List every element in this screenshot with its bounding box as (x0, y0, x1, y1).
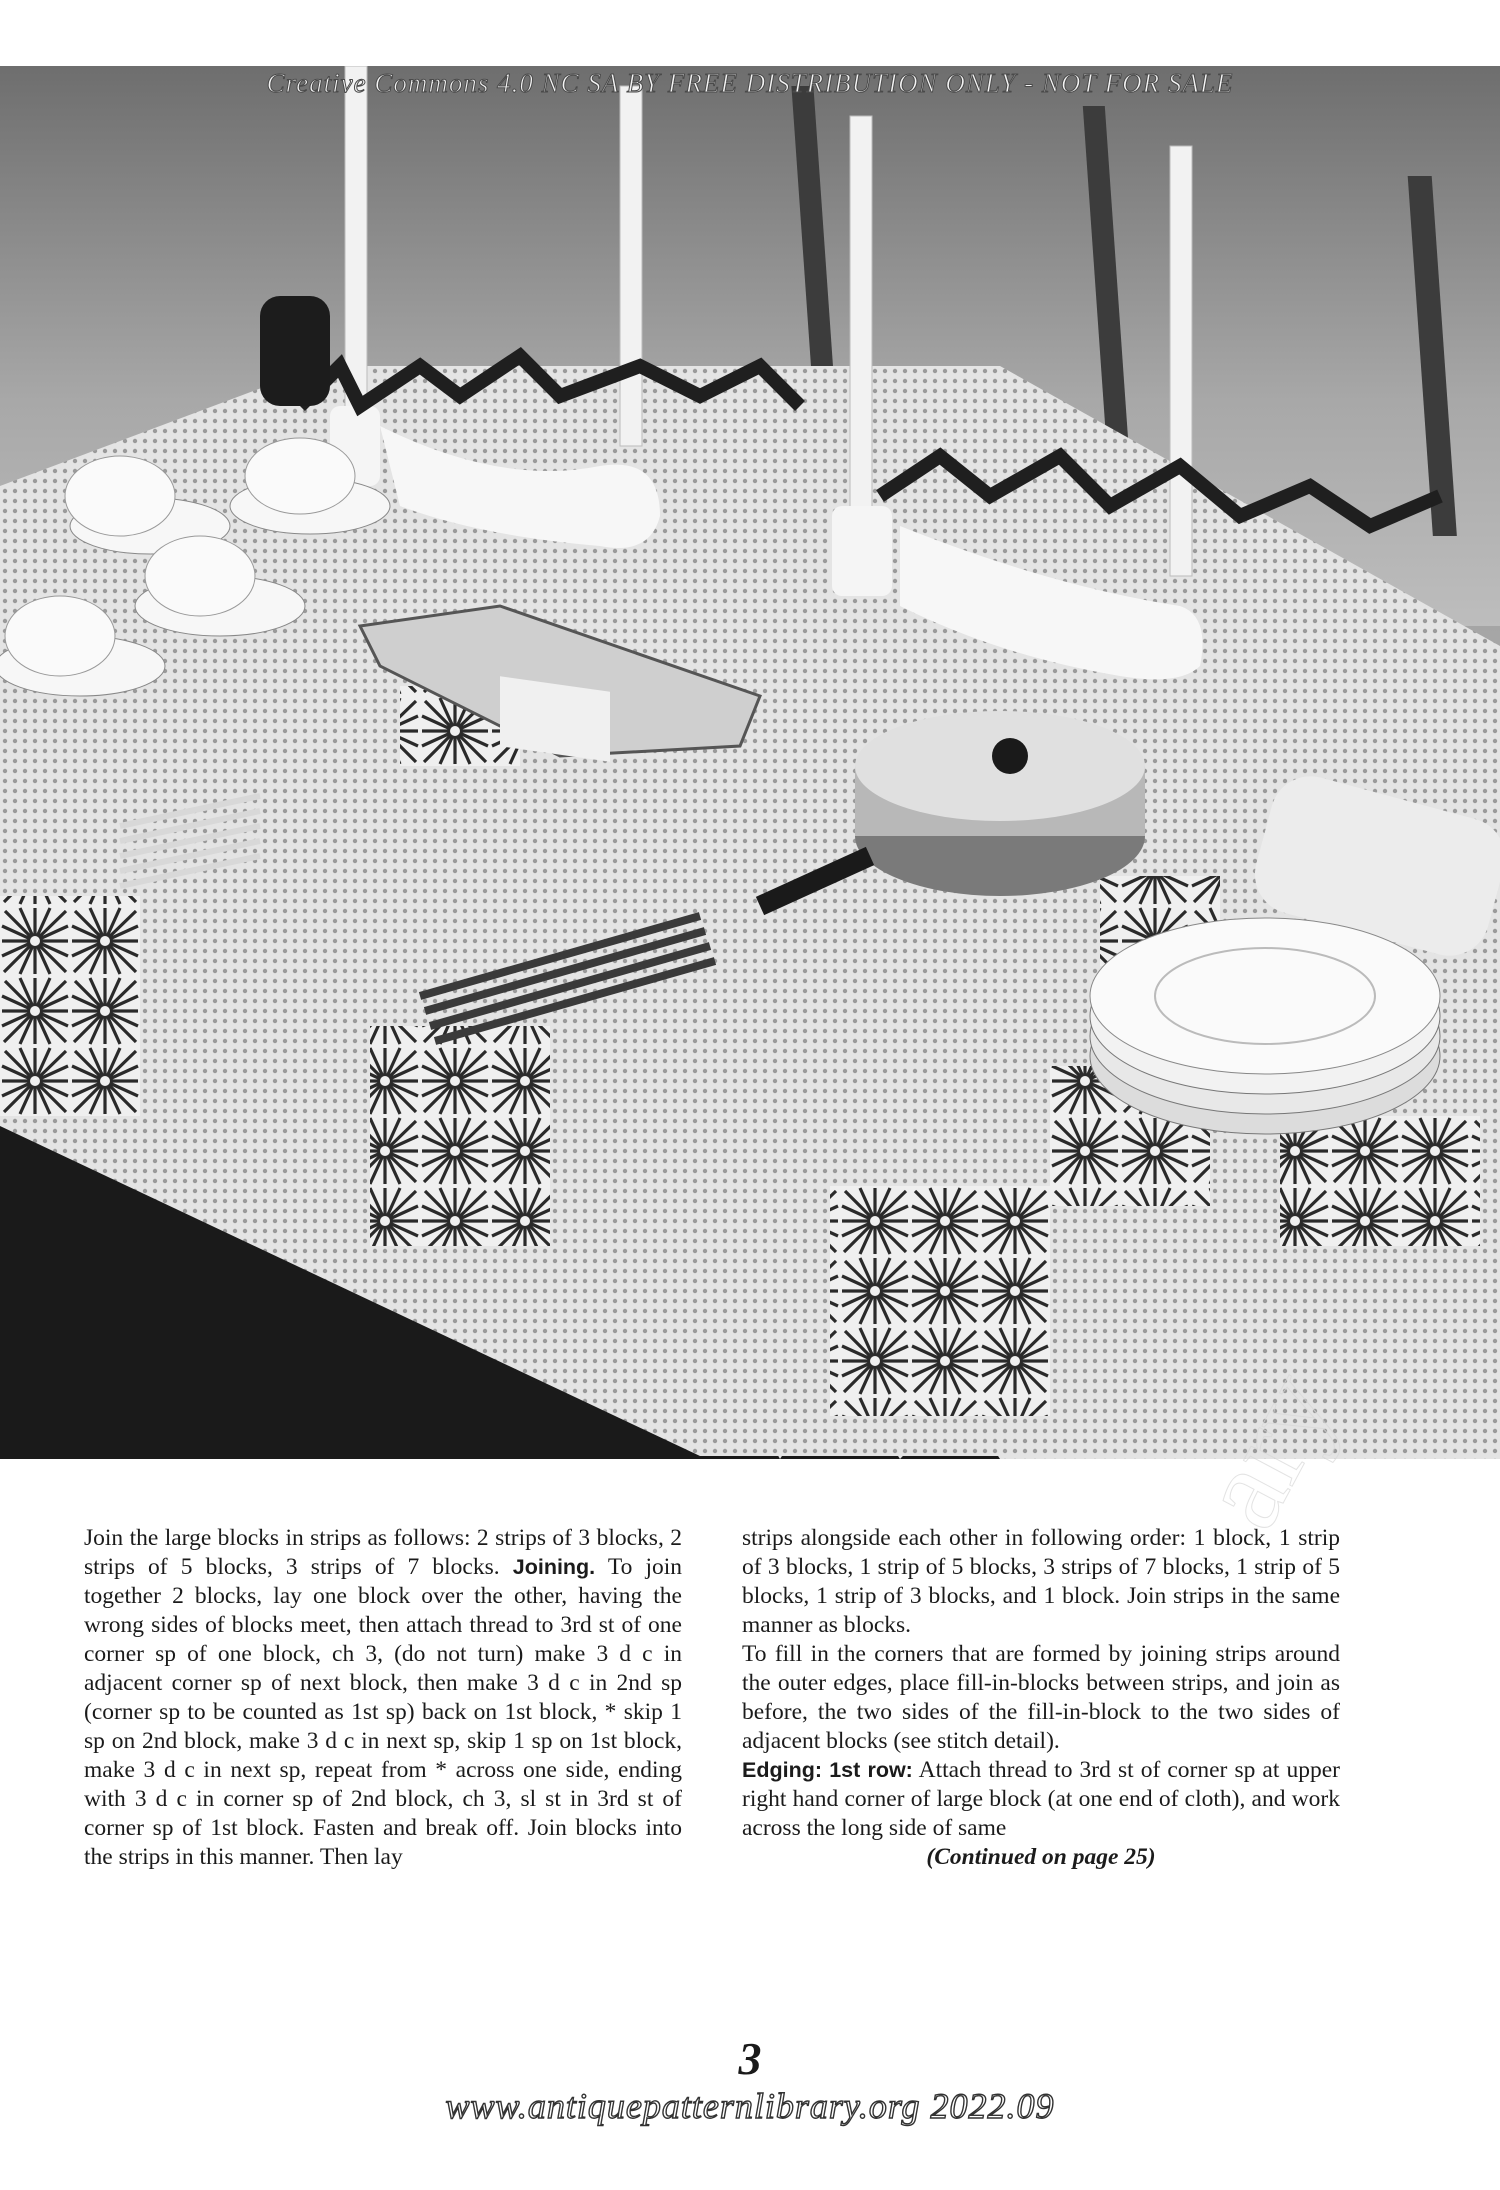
left-text-column (84, 1524, 682, 1872)
page-number: 3 (738, 2033, 762, 2084)
library-watermark: ary (1171, 1349, 1361, 1548)
strips-text: Join the large blocks in strips as follows: 2 strips of 3 blocks, 2 strips of 5 blocks, 3 strips of 7 blocks. (84, 1525, 682, 1580)
tablecloth-photo (0, 66, 1500, 1459)
corners-paragraph: To fill in the corners that are formed by joining strips around the outer edges, place fill-in-blocks between strips, and join as before, the two sides of the fill-in-block to the two sides of adjacent blocks (see stitch detail). (742, 1641, 1340, 1754)
edging-label: Edging: 1st row: (742, 1758, 913, 1782)
edging-paragraph (742, 1756, 1340, 1843)
website-footer: www.antiquepatternlibrary.org 2022.09 (445, 2086, 1055, 2126)
joining-text: To join together 2 blocks, lay one block over the other, having the wrong sides of blocks meet, then attach thread to 3rd st of one corner sp of one block, ch 3, (do not turn) make 3 d c in adjacent corner sp of next block, then make 3 d c in 2nd sp (corner sp to be counted as 1st sp) back on 1st block, * skip 1 sp on 2nd block, make 3 d c in next sp, skip 1 sp on 1st block, make 3 d c in next sp, repeat from * across one side, ending with 3 d c in corner sp of 2nd block, ch 3, sl st in 3rd st of corner sp of 1st block. Fasten and break off. Join blocks into the strips in this manner. Then lay (84, 1554, 683, 1870)
joining-label: Joining. (512, 1555, 596, 1579)
tablecloth-photo-illustration (0, 66, 1500, 1459)
strip-order-paragraph: strips alongside each other in following order: 1 block, 1 strip of 3 blocks, 1 strip of 5 blocks, 3 strips of 7 blocks, 1 strip of 5 blocks, 1 strip of 3 blocks, and 1 block. Join strips in the same manner as blocks. (742, 1525, 1340, 1638)
right-text-column (742, 1524, 1340, 1872)
edging-text: Attach thread to 3rd st of corner sp at upper right hand corner of large block (at one end of cloth), and work across the long side of same (742, 1757, 1340, 1841)
strips-paragraph (84, 1524, 682, 1872)
license-notice: Creative Commons 4.0 NC SA BY FREE DISTRIBUTION ONLY - NOT FOR SALE (266, 68, 1234, 98)
continued-note: (Continued on page 25) (926, 1844, 1156, 1870)
